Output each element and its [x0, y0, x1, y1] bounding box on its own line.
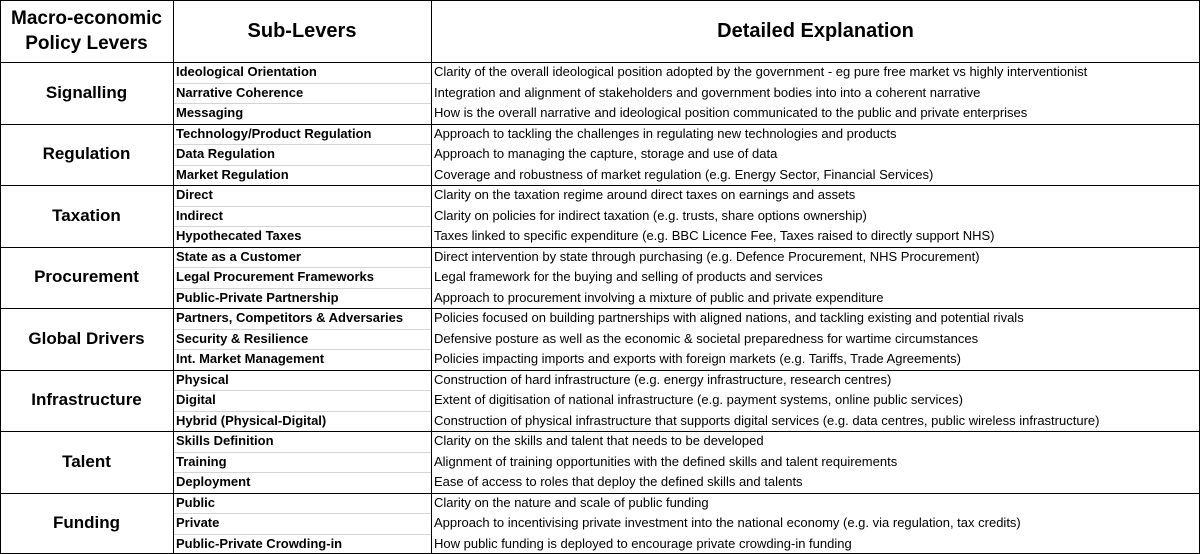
group-divider	[0, 124, 1200, 125]
lever-label: Infrastructure	[31, 390, 142, 409]
group-divider	[0, 308, 1200, 309]
sub-lever-cell: Hybrid (Physical-Digital)	[176, 412, 327, 428]
explanation-cell: Clarity on policies for indirect taxation (e.g. trusts, share options ownership)	[434, 207, 867, 223]
row-divider	[174, 165, 431, 166]
explanation-cell: Policies impacting imports and exports with foreign markets (e.g. Tariffs, Trade Agreements)	[434, 351, 961, 366]
sub-lever-cell: Ideological Orientation	[176, 64, 317, 79]
group-divider	[0, 431, 1200, 432]
lever-label: Talent	[62, 451, 111, 471]
explanation-cell: Clarity on the skills and talent that needs to be developed	[434, 433, 764, 448]
explanation-cell: Integration and alignment of stakeholders and government bodies into into a coherent narrative	[434, 84, 981, 100]
explanation-cell: Construction of hard infrastructure (e.g. energy infrastructure, research centres)	[434, 371, 892, 387]
explanation-cell: Policies focused on building partnerships with aligned nations, and tackling existing and potential rivals	[434, 310, 1024, 325]
group-divider	[0, 493, 1200, 494]
explanation-cell: Taxes linked to specific expenditure (e.g. BBC Licence Fee, Taxes raised to directly support NHS)	[434, 228, 995, 243]
row-divider	[174, 390, 431, 391]
row-divider	[174, 103, 431, 104]
explanation-cell: Extent of digitisation of national infrastructure (e.g. payment systems, online public services)	[434, 392, 963, 407]
lever-label: Signalling	[45, 82, 128, 102]
row-divider	[174, 329, 431, 330]
sub-lever-cell: Skills Definition	[176, 433, 274, 448]
row-divider	[174, 288, 431, 289]
sub-lever-cell: Training	[176, 453, 227, 469]
row-divider	[174, 83, 431, 84]
explanation-cell: Alignment of training opportunities with the defined skills and talent requirements	[434, 453, 898, 469]
row-divider	[174, 534, 431, 535]
sub-lever-cell: Indirect	[176, 207, 223, 223]
row-divider	[174, 411, 431, 412]
row-divider	[174, 226, 431, 227]
sub-lever-cell: Deployment	[176, 474, 251, 489]
sub-lever-cell: Market Regulation	[176, 166, 289, 182]
lever-label: Regulation	[42, 144, 131, 163]
group-divider	[0, 62, 1200, 63]
border-left	[0, 0, 1, 554]
sub-lever-cell: Public-Private Partnership	[176, 289, 339, 305]
group-divider	[0, 370, 1200, 371]
sub-lever-cell: State as a Customer	[176, 248, 301, 264]
explanation-cell: Construction of physical infrastructure that supports digital services (e.g. data centres, public wireless infrastructure)	[434, 412, 1100, 428]
sub-lever-cell: Narrative Coherence	[176, 84, 304, 100]
sub-lever-cell: Direct	[176, 187, 213, 202]
explanation-cell: Clarity on the taxation regime around direct taxes on earnings and assets	[434, 187, 856, 202]
sub-lever-cell: Int. Market Management	[176, 351, 325, 366]
explanation-cell: Direct intervention by state through purchasing (e.g. Defence Procurement, NHS Procurement)	[434, 248, 980, 264]
sub-lever-cell: Physical	[176, 371, 229, 387]
explanation-cell: Legal framework for the buying and selling of products and services	[434, 269, 823, 284]
border-top	[0, 0, 1200, 1]
sub-lever-cell: Private	[176, 515, 220, 530]
explanation-cell: Approach to tackling the challenges in regulating new technologies and products	[434, 125, 897, 141]
sub-lever-cell: Messaging	[176, 105, 244, 120]
explanation-cell: Approach to incentivising private investment into the national economy (e.g. via regulation, tax credits)	[434, 515, 1021, 530]
row-divider	[174, 513, 431, 514]
header-detailed-explanation: Detailed Explanation	[717, 19, 914, 42]
sub-lever-cell: Public-Private Crowding-in	[176, 535, 343, 551]
sub-lever-cell: Digital	[176, 392, 216, 407]
sub-lever-cell: Public	[176, 494, 216, 510]
explanation-cell: Coverage and robustness of market regulation (e.g. Energy Sector, Financial Services)	[434, 166, 934, 182]
lever-label: Funding	[52, 513, 121, 532]
group-divider	[0, 247, 1200, 248]
sub-lever-cell: Hypothecated Taxes	[176, 228, 302, 243]
header-sub-levers: Sub-Levers	[247, 19, 357, 42]
group-divider	[0, 185, 1200, 186]
sub-lever-cell: Partners, Competitors & Adversaries	[176, 310, 404, 325]
sub-lever-cell: Legal Procurement Frameworks	[176, 269, 374, 284]
column-divider	[431, 0, 432, 554]
explanation-cell: Clarity on the nature and scale of public funding	[434, 494, 709, 510]
lever-label: Taxation	[52, 205, 121, 225]
explanation-cell: Approach to procurement involving a mixture of public and private expenditure	[434, 289, 884, 305]
row-divider	[174, 472, 431, 473]
row-divider	[174, 452, 431, 453]
lever-label: Procurement	[34, 267, 139, 286]
sub-lever-cell: Technology/Product Regulation	[176, 125, 372, 141]
row-divider	[174, 206, 431, 207]
header-policy-levers: Macro-economic Policy Levers	[11, 8, 162, 54]
explanation-cell: Defensive posture as well as the economic & societal preparedness for wartime circumstances	[434, 330, 979, 346]
explanation-cell: Clarity of the overall ideological position adopted by the government - eg pure free market vs highly interventionist	[434, 64, 1088, 79]
sub-lever-cell: Security & Resilience	[176, 330, 309, 346]
row-divider	[174, 349, 431, 350]
row-divider	[174, 267, 431, 268]
row-divider	[174, 144, 431, 145]
lever-label: Global Drivers	[28, 328, 145, 348]
explanation-cell: Approach to managing the capture, storage and use of data	[434, 146, 778, 161]
sub-lever-cell: Data Regulation	[176, 146, 275, 161]
explanation-cell: Ease of access to roles that deploy the defined skills and talents	[434, 474, 803, 489]
explanation-cell: How is the overall narrative and ideological position communicated to the public and private enterprises	[434, 105, 1028, 120]
explanation-cell: How public funding is deployed to encourage private crowding-in funding	[434, 535, 852, 551]
